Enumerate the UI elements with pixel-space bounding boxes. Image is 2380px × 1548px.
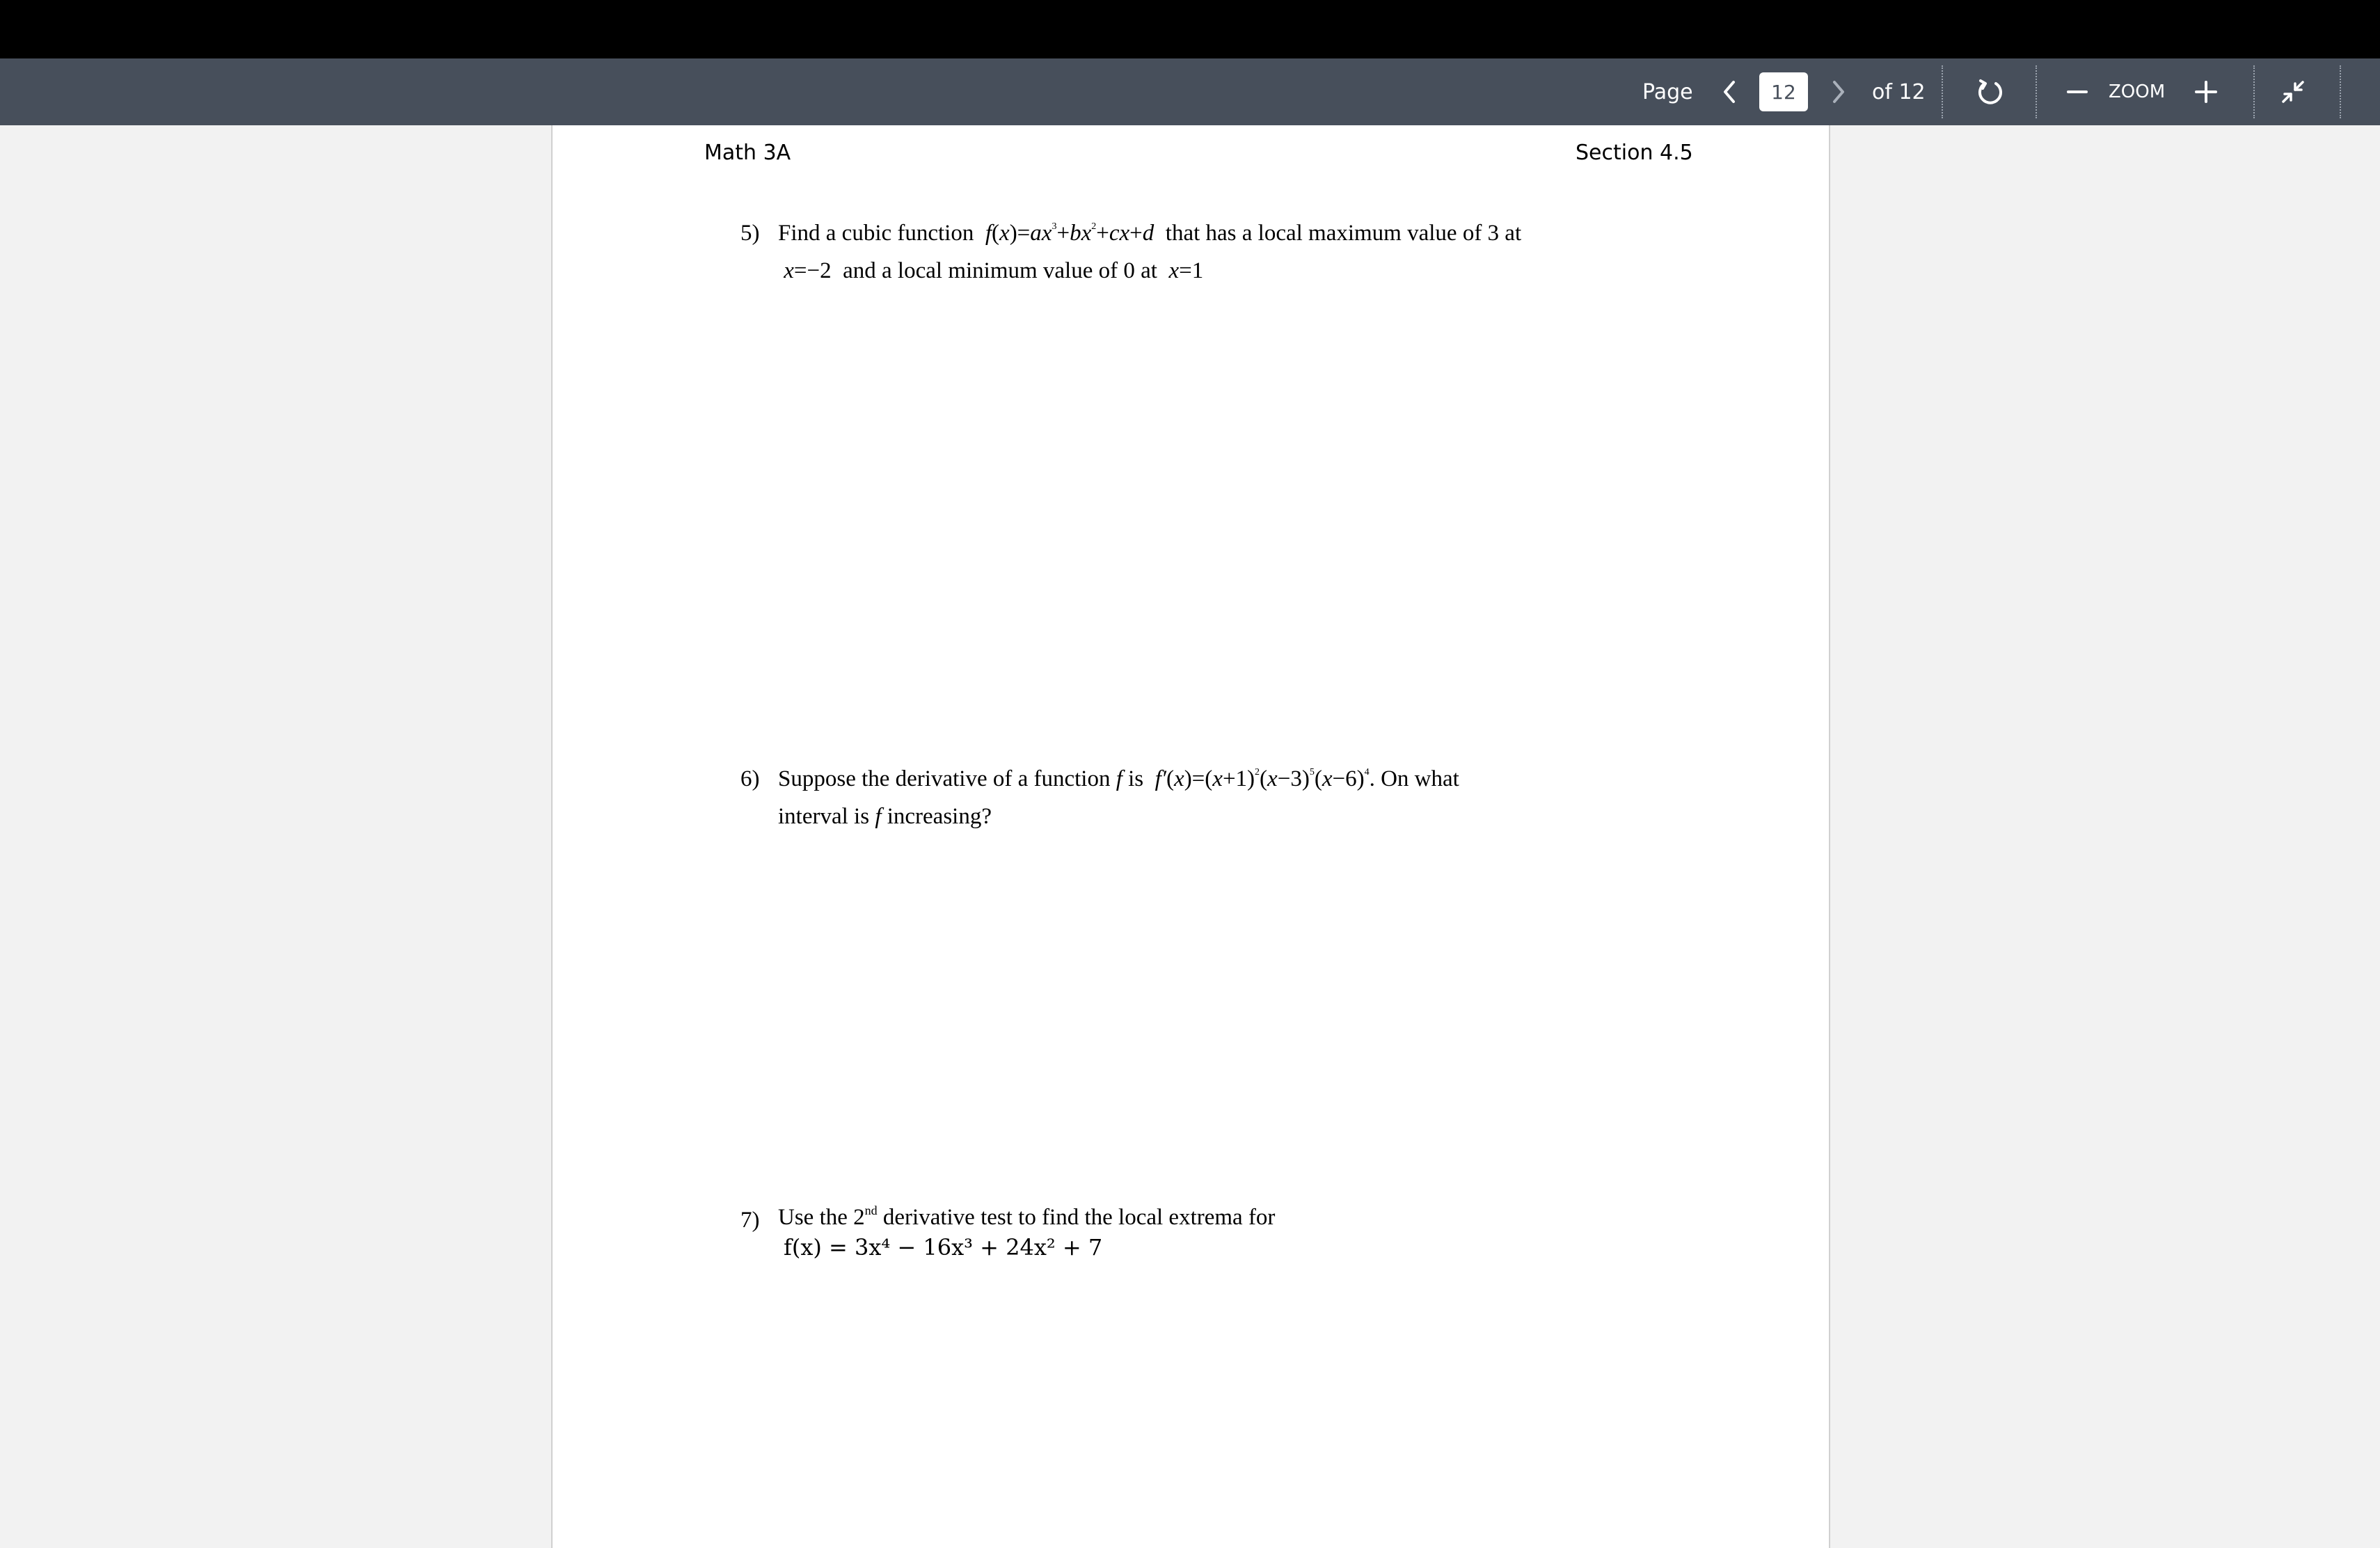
chevron-right-icon xyxy=(1828,78,1849,106)
chevron-left-icon xyxy=(1719,78,1740,106)
problem-text xyxy=(778,214,1521,290)
zoom-in-button[interactable] xyxy=(2185,71,2227,113)
problem-line xyxy=(778,1201,1275,1233)
rotate-button[interactable] xyxy=(1969,71,2011,113)
problem-7 xyxy=(740,1201,1715,1285)
problem-number: 6) xyxy=(740,766,760,791)
page-label: Page xyxy=(1642,79,1693,104)
text-segment: that has a local maximum value of 3 at xyxy=(1165,221,1522,246)
section-title: Section 4.5 xyxy=(1576,141,1693,165)
problem-line: Suppose the derivative of a function f is $f'(x)=(x+1)^2(x-3)^5(x-6)^4$. On what xyxy=(778,766,1459,791)
problem-line: x=−2 and a local minimum value of 0 at x=1 xyxy=(778,258,1204,283)
text-segment: Suppose the derivative of a function xyxy=(778,766,1111,791)
problem-number: 5) xyxy=(740,221,760,246)
text-segment: and a local minimum value of 0 at xyxy=(843,258,1157,283)
math-expression: x xyxy=(1163,258,1180,283)
text-segment: Use the 2 xyxy=(778,1205,865,1230)
toolbar-divider xyxy=(1942,65,1943,118)
toolbar-divider xyxy=(2340,65,2341,118)
toolbar-divider xyxy=(2036,65,2037,118)
math-expression xyxy=(778,1233,1275,1261)
function-definition: f(x) = 3x⁴ − 16x³ + 24x² + 7 xyxy=(784,1234,1103,1261)
math-expression: f xyxy=(979,221,992,246)
minus-icon xyxy=(2065,79,2090,104)
zoom-out-button[interactable] xyxy=(2056,71,2098,113)
exit-fullscreen-button[interactable] xyxy=(2272,71,2314,113)
plus-icon xyxy=(2193,79,2219,104)
text-segment: . On what xyxy=(1369,766,1459,791)
math-expression: x xyxy=(778,258,794,283)
rotate-icon xyxy=(1975,77,2006,107)
problem-5 xyxy=(740,214,1715,298)
window-top-bar xyxy=(0,0,2380,58)
pdf-page xyxy=(551,125,1830,1548)
pdf-viewer-toolbar xyxy=(0,58,2380,125)
page-number-input[interactable] xyxy=(1759,72,1808,111)
text-segment: derivative test to find the local extrema for xyxy=(882,1205,1276,1230)
text-segment: interval is xyxy=(778,804,870,829)
problem-line: interval is f increasing? xyxy=(778,804,992,829)
text-segment: Find a cubic function xyxy=(778,221,974,246)
problem-number: 7) xyxy=(740,1208,760,1233)
zoom-label: ZOOM xyxy=(2109,81,2166,102)
problem-text xyxy=(778,760,1459,835)
problem-line: Find a cubic function $f(x)=ax^3+bx^2+cx+d$ that has a local maximum value of 3 at xyxy=(778,221,1522,246)
text-segment: increasing? xyxy=(887,804,992,829)
course-title: Math 3A xyxy=(704,141,791,165)
collapse-icon xyxy=(2279,78,2307,106)
problem-6 xyxy=(740,760,1715,844)
math-expression: $f'(x)=(x+1)^2(x-3)^5(x-6)^4$ xyxy=(1155,766,1370,791)
problem-text xyxy=(778,1201,1275,1261)
total-pages-label: of 12 xyxy=(1872,79,1926,104)
toolbar-divider xyxy=(2253,65,2255,118)
next-page-button[interactable] xyxy=(1818,71,1859,113)
text-segment: is xyxy=(1128,766,1144,791)
superscript: nd xyxy=(864,1203,878,1217)
previous-page-button[interactable] xyxy=(1708,71,1750,113)
